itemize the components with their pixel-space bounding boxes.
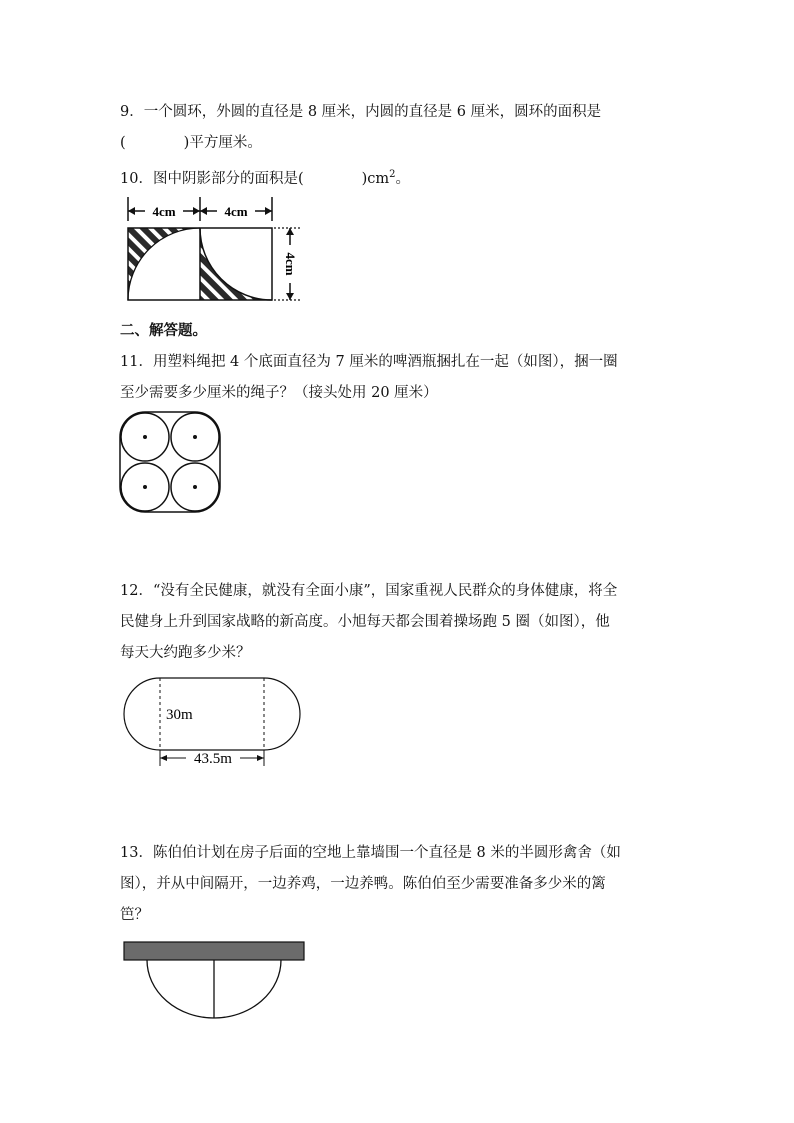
q13-text-line-3: 笆？: [120, 907, 149, 923]
q12-label-height: 30m: [166, 707, 193, 723]
q12-text-line-1: 12．“没有全民健康，就没有全面小康”，国家重视人民群众的身体健康，将全: [120, 583, 618, 599]
section-2-title: 二、解答题。: [120, 322, 207, 339]
q9-text-line-1: 9．一个圆环，外圆的直径是 8 厘米，内圆的直径是 6 厘米，圆环的面积是: [120, 104, 602, 120]
q10-text-main: 10．图中阴影部分的面积是( )cm: [120, 170, 390, 187]
q10-label-right: 4cm: [224, 204, 248, 219]
q10-superscript: 2: [389, 169, 396, 180]
q12-text-line-2: 民健身上升到国家战略的新高度。小旭每天都会围着操场跑 5 圈（如图），他: [120, 614, 610, 630]
q11-bottles-figure: [118, 410, 222, 514]
q13-wall: [124, 942, 304, 960]
q10-shaded-figure: [120, 195, 310, 305]
q13-text-line-2: 图），并从中间隔开，一边养鸡，一边养鸭。陈伯伯至少需要准备多少米的篱: [120, 876, 606, 892]
q12-track-figure: [118, 672, 308, 772]
q10-label-side: 4cm: [283, 252, 298, 276]
q13-text-line-1: 13．陈伯伯计划在房子后面的空地上靠墙围一个直径是 8 米的半圆形禽舍（如: [120, 845, 621, 861]
q10-text-end: 。: [395, 170, 411, 187]
q9-text-line-2: ( )平方厘米。: [120, 135, 262, 151]
q10-label-left: 4cm: [152, 204, 176, 219]
q13-semicircle-figure: [122, 940, 308, 1022]
q11-text-line-2: 至少需要多少厘米的绳子？（接头处用 20 厘米）: [120, 385, 438, 401]
q11-text-line-1: 11．用塑料绳把 4 个底面直径为 7 厘米的啤酒瓶捆扎在一起（如图），捆一圈: [120, 354, 618, 370]
q12-label-length: 43.5m: [194, 751, 232, 767]
q12-text-line-3: 每天大约跑多少米？: [120, 645, 251, 661]
q10-text: [120, 165, 410, 189]
